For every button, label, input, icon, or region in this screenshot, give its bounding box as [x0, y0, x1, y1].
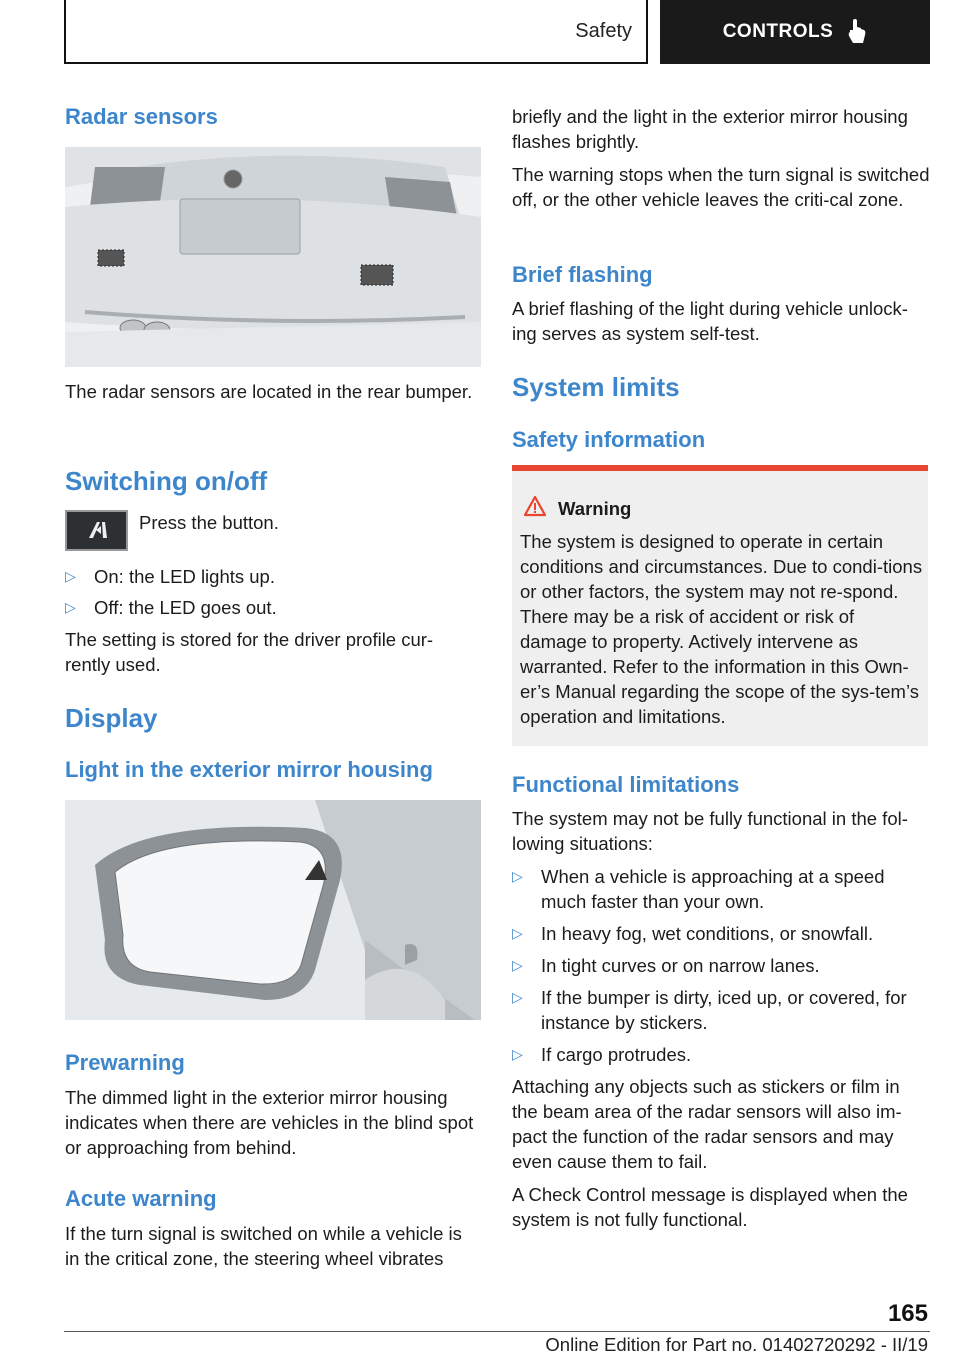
bullet-arrow-icon: ▷ [512, 957, 523, 973]
pointing-hand-icon [847, 19, 867, 45]
list-item: ▷ On: the LED lights up. [65, 566, 275, 587]
check-control-text: A Check Control message is displayed when the system is not fully functional. [512, 1184, 908, 1230]
rear-bumper-illustration [65, 147, 481, 367]
warning-text: The system is designed to operate in certain conditions and circumstances. Due to condi-tions or other factors, the system may not re-spond. There may be a risk of accident or risk of damage to property. Actively intervene as warranted. Refer to the information in this Own-er’s Manual regarding the scope of the sys-tem’s operation and limitations. [520, 531, 923, 727]
list-item: ▷ When a vehicle is approaching at a speed much faster than your own. [512, 866, 885, 912]
bullet-arrow-icon: ▷ [512, 868, 523, 884]
switching-heading: Switching on/off [65, 466, 268, 496]
warning-stops-text: The warning stops when the turn signal is switched off, or the other vehicle leaves the criti-cal zone. [512, 164, 930, 210]
radar-location-text: The radar sensors are located in the rear bumper. [65, 381, 473, 402]
edition-footer: Online Edition for Part no. 01402720292 - II/19 [545, 1334, 928, 1355]
safety-information-heading: Safety information [512, 427, 706, 452]
chapter-label: CONTROLS [722, 21, 834, 42]
prewarning-heading: Prewarning [65, 1050, 185, 1075]
brief-flashing-heading: Brief flashing [512, 262, 653, 287]
acute-warning-text: If the turn signal is switched on while a vehicle is in the critical zone, the steering wheel vibrates [65, 1223, 462, 1269]
list-item: ▷ In heavy fog, wet conditions, or snowfall. [512, 923, 874, 944]
brief-flashing-text: A brief flashing of the light during vehicle unlock-ing serves as system self-test. [512, 298, 908, 344]
lane-change-icon [67, 512, 126, 549]
footer-divider [64, 1331, 930, 1332]
setting-stored-text: The setting is stored for the driver profile cur-rently used. [65, 629, 434, 675]
warning-box [512, 465, 928, 746]
warning-triangle-icon [523, 495, 547, 517]
functional-limitations-heading: Functional limitations [512, 772, 740, 797]
section-tab [64, 0, 648, 64]
page-header [64, 0, 930, 66]
chapter-tab [660, 0, 930, 64]
prewarning-text: The dimmed light in the exterior mirror housing indicates when there are vehicles in the blind spot or approaching from behind. [65, 1087, 474, 1158]
functional-limitations-text: The system may not be fully functional in the fol-lowing situations: [512, 808, 908, 854]
bullet-arrow-icon: ▷ [512, 989, 523, 1005]
bullet-arrow-icon: ▷ [65, 568, 76, 584]
display-heading: Display [65, 703, 158, 733]
radar-sensors-heading: Radar sensors [65, 104, 218, 129]
acute-warning-heading: Acute warning [65, 1186, 217, 1211]
rear-bumper-image [65, 147, 481, 367]
list-item: ▷ If the bumper is dirty, iced up, or covered, for instance by stickers. [512, 987, 907, 1033]
section-label: Safety [575, 19, 632, 42]
attaching-objects-text: Attaching any objects such as stickers or film in the beam area of the radar sensors will also im-pact the function of the radar sensors and may even cause them to fail. [512, 1076, 902, 1172]
list-item: ▷ If cargo protrudes. [512, 1044, 692, 1065]
bullet-arrow-icon: ▷ [512, 925, 523, 941]
system-limits-heading: System limits [512, 372, 680, 402]
warning-label: Warning [558, 498, 632, 519]
press-button-text: Press the button. [139, 512, 279, 533]
continued-text: briefly and the light in the exterior mirror housing flashes brightly. [512, 106, 908, 152]
bullet-arrow-icon: ▷ [65, 599, 76, 615]
mirror-light-heading: Light in the exterior mirror housing [65, 757, 433, 782]
mirror-illustration [65, 800, 481, 1020]
mirror-image [65, 800, 481, 1020]
list-item: ▷ Off: the LED goes out. [65, 597, 277, 618]
blind-spot-button-image [65, 510, 128, 551]
bullet-arrow-icon: ▷ [512, 1046, 523, 1062]
list-item: ▷ In tight curves or on narrow lanes. [512, 955, 820, 976]
page-number: 165 [887, 1300, 928, 1327]
